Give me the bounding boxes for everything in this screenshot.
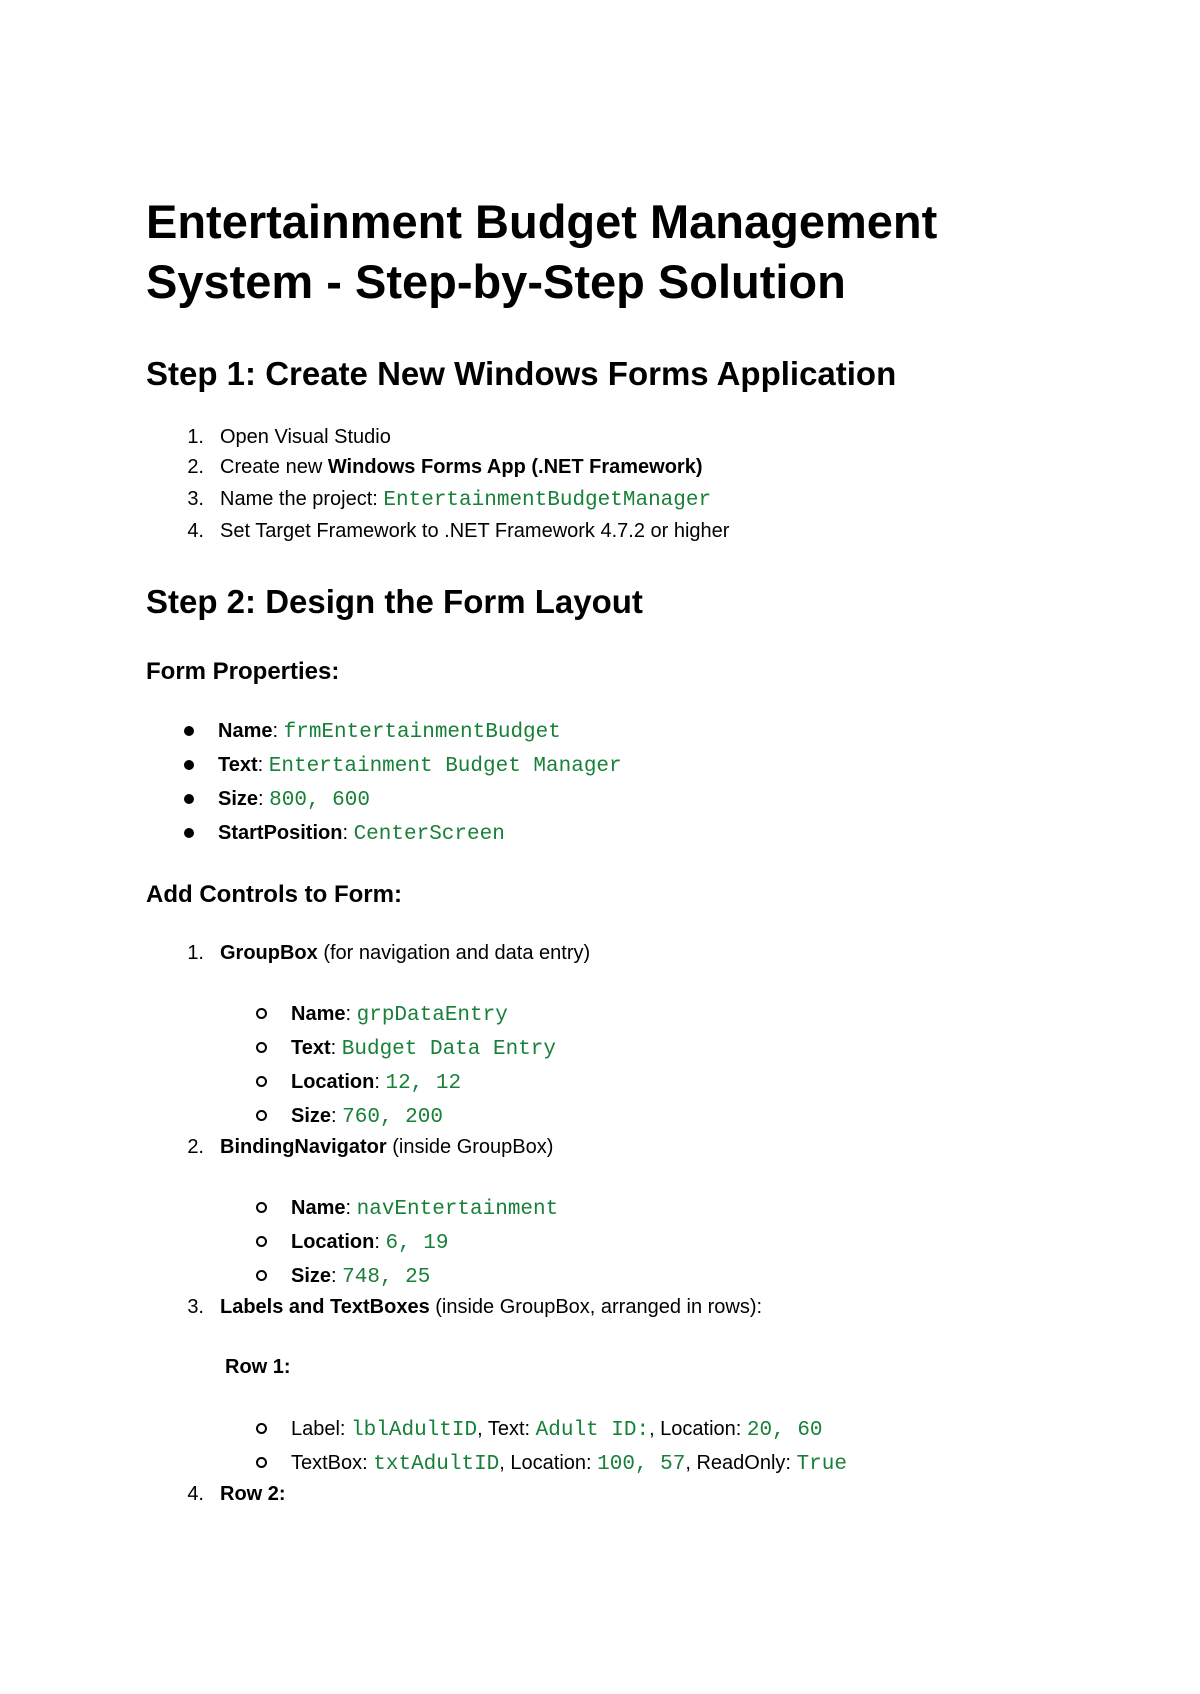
list-text: Name the project: <box>220 488 384 510</box>
sub-bullet-item: Size: 748, 25 <box>256 1261 430 1293</box>
circle-bullet-icon <box>256 1457 267 1468</box>
sub-bullet-item: Text: Budget Data Entry <box>256 1033 556 1065</box>
code-span: 12, 12 <box>385 1072 462 1095</box>
circle-bullet-icon <box>256 1423 267 1434</box>
property-key: StartPosition <box>218 822 343 844</box>
property-key: Name <box>291 1003 346 1025</box>
list-number: 4. <box>187 1483 204 1505</box>
circle-bullet-icon <box>256 1008 267 1019</box>
sub-bullet-item: Location: 12, 12 <box>256 1067 461 1099</box>
code-span: 6, 19 <box>385 1232 449 1255</box>
property-key: Text <box>218 754 258 776</box>
code-span: Adult ID: <box>535 1419 650 1442</box>
sub-bullet-item: Size: 760, 200 <box>256 1101 443 1133</box>
list-item <box>166 422 391 452</box>
list-text: Create new <box>220 456 328 478</box>
circle-bullet-icon <box>256 1042 267 1053</box>
property-key: Name <box>291 1197 346 1219</box>
step2-heading: Step 2: Design the Form Layout <box>146 583 643 620</box>
sub-bullet-item: Location: 6, 19 <box>256 1227 448 1259</box>
list-bold-text: GroupBox <box>220 942 318 964</box>
code-span: 100, 57 <box>597 1453 686 1476</box>
list-number: 2. <box>187 456 204 478</box>
list-item <box>166 1132 553 1162</box>
list-number: 1. <box>187 942 204 964</box>
list-text: Set Target Framework to .NET Framework 4.7.2 or higher <box>220 520 730 542</box>
bullet-item: Name: frmEntertainmentBudget <box>184 716 561 748</box>
code-span: navEntertainment <box>356 1198 559 1221</box>
step1-heading: Step 1: Create New Windows Forms Application <box>146 355 897 392</box>
bullet-item: Size: 800, 600 <box>184 784 370 816</box>
bullet-icon <box>184 794 194 804</box>
text-span: , ReadOnly: <box>685 1452 797 1474</box>
list-bold-text: Windows Forms App (.NET Framework) <box>327 456 703 478</box>
list-bold-text: Row 2: <box>220 1483 286 1505</box>
code-span: Entertainment Budget Manager <box>268 755 622 778</box>
code-span: lblAdultID <box>351 1419 478 1442</box>
sub-bullet-item: Name: grpDataEntry <box>256 999 508 1031</box>
list-bold-text: Labels and TextBoxes <box>220 1296 430 1318</box>
code-span: frmEntertainmentBudget <box>283 721 561 744</box>
list-number: 2. <box>187 1136 204 1158</box>
list-text: (for navigation and data entry) <box>317 942 591 964</box>
circle-bullet-icon <box>256 1202 267 1213</box>
list-item <box>166 938 590 968</box>
list-bold-text: BindingNavigator <box>220 1136 387 1158</box>
text-span: TextBox: <box>291 1452 374 1474</box>
sub-bullet-item <box>256 1448 847 1480</box>
code-span: True <box>796 1453 847 1476</box>
property-key: Size <box>218 788 259 810</box>
text-span: , Location: <box>649 1418 747 1440</box>
list-item <box>166 484 711 516</box>
document-title-line2: System - Step-by-Step Solution <box>146 255 846 308</box>
property-key: Location <box>291 1071 375 1093</box>
code-span: 20, 60 <box>746 1419 823 1442</box>
text-span: Label: <box>291 1418 352 1440</box>
code-span: Budget Data Entry <box>341 1038 557 1061</box>
list-number: 4. <box>187 520 204 542</box>
list-number: 3. <box>187 1296 204 1318</box>
list-number: 1. <box>187 426 204 448</box>
code-span: 800, 600 <box>269 789 370 812</box>
list-text: (inside GroupBox, arranged in rows): <box>429 1296 763 1318</box>
row-1-label: Row 1: <box>225 1356 291 1378</box>
code-span: txtAdultID <box>373 1453 500 1476</box>
bullet-icon <box>184 828 194 838</box>
add-controls-heading: Add Controls to Form: <box>146 881 402 908</box>
circle-bullet-icon <box>256 1110 267 1121</box>
text-span: , Text: <box>477 1418 536 1440</box>
list-item <box>166 1292 762 1322</box>
text-span: , Location: <box>499 1452 598 1474</box>
sub-bullet-item: Name: navEntertainment <box>256 1193 558 1225</box>
code-span: grpDataEntry <box>356 1004 508 1027</box>
code-span: EntertainmentBudgetManager <box>383 489 712 512</box>
bullet-item: Text: Entertainment Budget Manager <box>184 750 622 782</box>
circle-bullet-icon <box>256 1270 267 1281</box>
property-key: Name <box>218 720 273 742</box>
list-text: (inside GroupBox) <box>386 1136 554 1158</box>
bullet-icon <box>184 760 194 770</box>
bullet-icon <box>184 726 194 736</box>
sub-bullet-item <box>256 1414 823 1446</box>
list-number: 3. <box>187 488 204 510</box>
property-key: Text <box>291 1037 331 1059</box>
list-item <box>166 452 703 482</box>
list-item <box>166 516 729 546</box>
code-span: 760, 200 <box>342 1106 443 1129</box>
document-title-line1: Entertainment Budget Management <box>146 195 938 248</box>
code-span: 748, 25 <box>342 1266 431 1289</box>
list-text: Open Visual Studio <box>220 426 391 448</box>
property-key: Location <box>291 1231 375 1253</box>
form-properties-heading: Form Properties: <box>146 658 340 685</box>
circle-bullet-icon <box>256 1076 267 1087</box>
circle-bullet-icon <box>256 1236 267 1247</box>
property-key: Size <box>291 1105 332 1127</box>
bullet-item: StartPosition: CenterScreen <box>184 818 505 850</box>
code-span: CenterScreen <box>353 823 505 846</box>
property-key: Size <box>291 1265 332 1287</box>
list-item <box>166 1479 286 1509</box>
